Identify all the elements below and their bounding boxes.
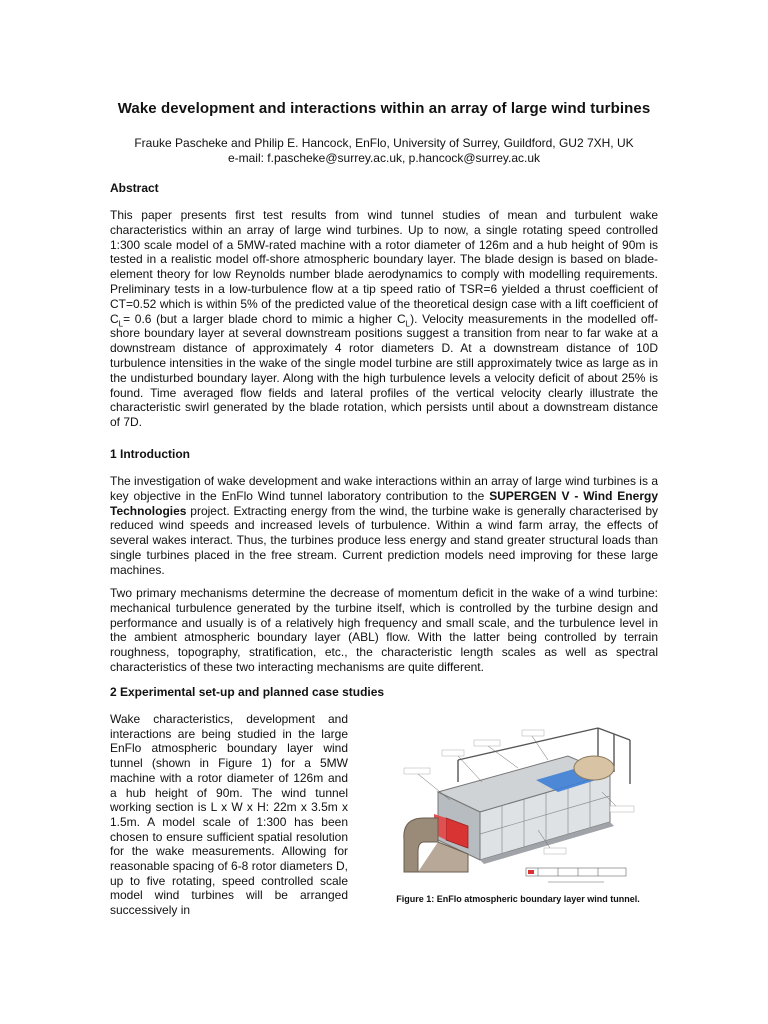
intro-paragraph-2: Two primary mechanisms determine the decrease of momentum deficit in the wake of a wind turbine: mechanical turbulence generated by the turbine itself, which is controlled by the turbine design and performance and usually is of a relatively high frequency and small scale, and the turbulence level in the ambient atmospheric boundary layer (ABL) flow. With the latter being controlled by terrain roughness, topography, stratification, etc., the characteristic length scales as well as spectral characteristics of these two interacting mechanisms are quite different. (110, 586, 658, 674)
wind-tunnel-figure (398, 722, 638, 890)
author-block (0, 136, 768, 166)
intro-paragraph-1: The investigation of wake development and wake interactions within an array of large wind turbines is a key objective in the EnFlo Wind tunnel laboratory contribution to the SUPERGEN V - Wind Energy Technologies project. Extracting energy from the wind, the turbine wake is generally characterised by reduced wind speeds and increased levels of turbulence. Within a wind farm array, the effects of several wakes interact. Thus, the turbines produce less energy and stand greater structural loads than single turbines placed in the free stream. Current prediction models need improving for these large machines. (110, 474, 658, 577)
setup-paragraph: Wake characteristics, development and interactions are being studied in the large EnFlo atmospheric boundary layer wind tunnel (shown in Figure 1) for a 5MW machine with a rotor diameter of 126m and a hub height of 90m. The wind tunnel working section is L x W x H: 22m x 3.5m x 1.5m. A model scale of 1:300 has been chosen to ensure sufficient spatial resolution for the wake measurements. Allowing for reasonable spacing of 6-8 rotor diameters D, up to five rotating, speed controlled scale model wind turbines will be arranged successively in (110, 712, 348, 918)
wind-tunnel-illustration (398, 722, 638, 890)
intro-heading: 1 Introduction (110, 447, 190, 461)
author-emails: e-mail: f.pascheke@surrey.ac.uk, p.hancock@surrey.ac.uk (227, 151, 541, 165)
figure-caption: Figure 1: EnFlo atmospheric boundary layer wind tunnel. (396, 894, 640, 904)
abstract-heading: Abstract (110, 181, 159, 195)
author-names: Frauke Pascheke and Philip E. Hancock, EnFlo, University of Surrey, Guildford, GU2 7XH, UK (134, 136, 634, 150)
paper-title: Wake development and interactions within an array of large wind turbines (117, 100, 651, 117)
abstract-paragraph: This paper presents first test results from wind tunnel studies of mean and turbulent wake characteristics within an array of large wind turbines. Up to now, a single rotating speed controlled 1:300 scale model of a 5MW-rated machine with a rotor diameter of 126m and a hub height of 90m is tested in a realistic model off-shore atmospheric boundary layer. The blade design is based on blade-element theory for low Reynolds number blade aerodynamics to comply with modelling requirements. Preliminary tests in a low-turbulence flow at a tip speed ratio of TSR=6 yielded a thrust coefficient of CT=0.52 which is within 5% of the predicted value of the theoretical design case with a lift coefficient of $C_L= 0.6$ (but a larger blade chord to mimic a higher $C_L$). Velocity measurements in the modelled off-shore boundary layer at several downstream positions suggest a transition from near to far wake at a downstream distance of approximately 4 rotor diameters D. At a downstream distance of 10D turbulence intensities in the wake of the single model turbine are still approximately twice as large as in the undisturbed boundary layer. Along with the high turbulence levels a velocity deficit of about 25% is found. Time averaged flow fields and lateral profiles of the vertical velocity clearly illustrate the characteristic swirl generated by the blade rotation, which persists until about a downstream distance of 7D. (110, 208, 658, 430)
setup-heading: 2 Experimental set-up and planned case studies (110, 685, 385, 699)
